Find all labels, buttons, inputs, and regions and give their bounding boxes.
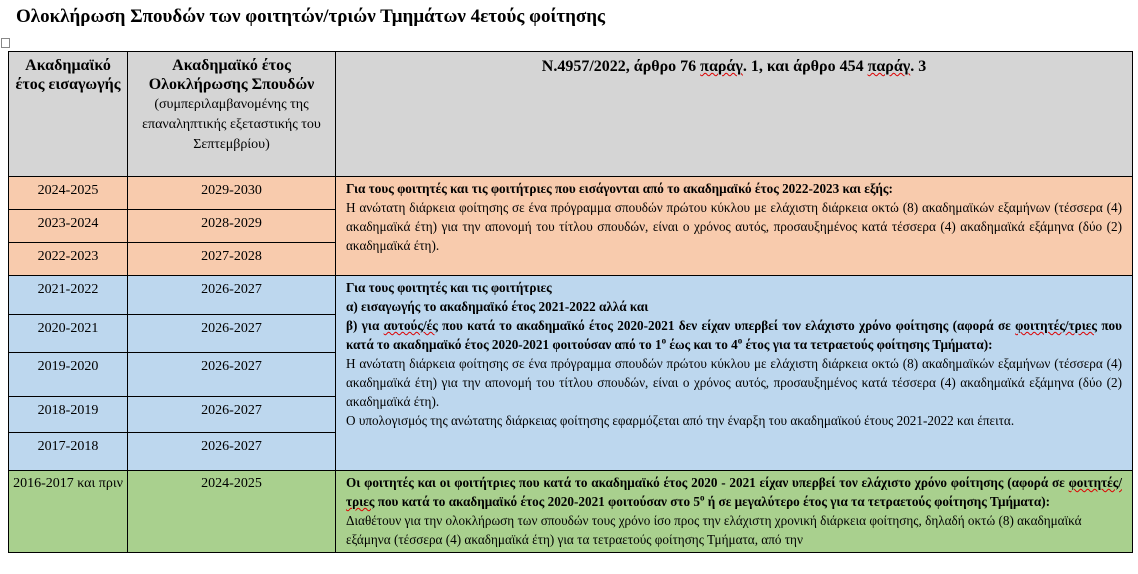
rule-cell-2017-2022 (336, 276, 1133, 471)
completion-year-cell: 2028-2029 (128, 210, 336, 243)
completion-year-cell: 2029-2030 (128, 177, 336, 210)
header-law-reference: Ν.4957/2022, άρθρο 76 παράγ. 1, και άρθρο 454 παράγ. 3 (336, 52, 1133, 177)
completion-year-cell: 2027-2028 (128, 243, 336, 276)
completion-year-cell: 2026-2027 (128, 397, 336, 433)
rule-heading: Οι φοιτητές και οι φοιτήτριες που κατά το ακαδημαϊκό έτος 2020 - 2021 είχαν υπερβεί τον ελάχιστο χρόνο φοίτησης (αφορά σε φοιτητές/τριες που κατά το ακαδημαϊκό έτος 2020-2021 φοιτούσαν στο $5^o$ ή σε μεγαλύτερο έτος για τα τετραετούς φοίτησης Τμήματα): (346, 475, 1122, 509)
completion-year-cell: 2026-2027 (128, 315, 336, 353)
entry-year-cell: 2017-2018 (9, 433, 128, 471)
rule-body-2: Ο υπολογισμός της ανώτατης διάρκειας φοίτησης εφαρμόζεται από την έναρξη του ακαδημαϊκού έτους 2021-2022 και έπειτα. (346, 413, 1015, 428)
header-completion-year (128, 52, 336, 177)
header-entry-year: Ακαδημαϊκό έτος εισαγωγής (9, 52, 128, 177)
entry-year-cell: 2022-2023 (9, 243, 128, 276)
rule-line-1: Για τους φοιτητές και τις φοιτήτριες (346, 280, 552, 295)
table-row (9, 177, 1133, 210)
completion-year-cell: 2026-2027 (128, 433, 336, 471)
entry-year-cell: 2024-2025 (9, 177, 128, 210)
table-row (9, 276, 1133, 315)
completion-table (8, 51, 1133, 553)
completion-year-cell: 2024-2025 (128, 471, 336, 553)
rule-heading: Για τους φοιτητές και τις φοιτήτριες που εισάγονται από το ακαδημαϊκό έτος 2022-2023 και εξής: (346, 181, 893, 196)
rule-body: Διαθέτουν για την ολοκλήρωση των σπουδών τους χρόνο ίσο προς την ελάχιστη χρονική διάρκεια φοίτησης, δηλαδή οκτώ (8) ακαδημαϊκά εξάμηνα (τέσσερα (4) ακαδημαϊκά έτη) για τα τετραετούς φοίτησης Τμήματα, από την (346, 513, 1082, 547)
entry-year-cell: 2018-2019 (9, 397, 128, 433)
table-header-row (9, 52, 1133, 177)
rule-cell-2022-onward (336, 177, 1133, 276)
entry-year-cell: 2019-2020 (9, 353, 128, 397)
entry-year-cell: 2016-2017 και πριν (9, 471, 128, 553)
header-completion-title: Ακαδημαϊκό έτος Ολοκλήρωσης Σπουδών (148, 57, 315, 93)
entry-year-cell: 2021-2022 (9, 276, 128, 315)
completion-year-cell: 2026-2027 (128, 276, 336, 315)
rule-line-3: β) για αυτούς/ές που κατά το ακαδημαϊκό έτος 2020-2021 δεν είχαν υπερβεί τον ελάχιστο χρόνο φοίτησης (αφορά σε φοιτητές/τριες που κατά το ακαδημαϊκό έτος 2020-2021 φοιτούσαν από το $1^o$ έως και το $4^o$ έτος για τα τετραετούς φοίτησης Τμήματα): (346, 318, 1122, 352)
completion-year-cell: 2026-2027 (128, 353, 336, 397)
entry-year-cell: 2020-2021 (9, 315, 128, 353)
entry-year-cell: 2023-2024 (9, 210, 128, 243)
page-title: Ολοκλήρωση Σπουδών των φοιτητών/τριών Τμημάτων 4ετούς φοίτησης (16, 6, 606, 27)
rule-body: Η ανώτατη διάρκεια φοίτησης σε ένα πρόγραμμα σπουδών πρώτου κύκλου με ελάχιστη διάρκεια οκτώ (8) ακαδημαϊκών εξαμήνων (τέσσερα (4) ακαδημαϊκά έτη) για την απονομή του τίτλου σπουδών, είναι ο χρόνος αυτός, προσαυξημένος κατά τέσσερα (4) ακαδημαϊκά εξάμηνα (δύο (2) ακαδημαϊκά έτη). (346, 200, 1122, 253)
header-completion-note: (συμπεριλαμβανομένης της επαναληπτικής εξεταστικής του Σεπτεμβρίου) (142, 97, 321, 152)
rule-cell-2016-and-before (336, 471, 1133, 553)
rule-line-2: α) εισαγωγής το ακαδημαϊκό έτος 2021-2022 αλλά και (346, 299, 649, 314)
rule-body: Η ανώτατη διάρκεια φοίτησης σε ένα πρόγραμμα σπουδών πρώτου κύκλου με ελάχιστη διάρκεια οκτώ (8) ακαδημαϊκών εξαμήνων (τέσσερα (4) ακαδημαϊκά έτη) για την απονομή του τίτλου σπουδών, είναι ο χρόνος αυτός, προσαυξημένος κατά τέσσερα (4) ακαδημαϊκά εξάμηνα (δύο (2) ακαδημαϊκά έτη). (346, 356, 1122, 409)
table-move-handle[interactable] (1, 38, 10, 48)
table-row (9, 471, 1133, 553)
